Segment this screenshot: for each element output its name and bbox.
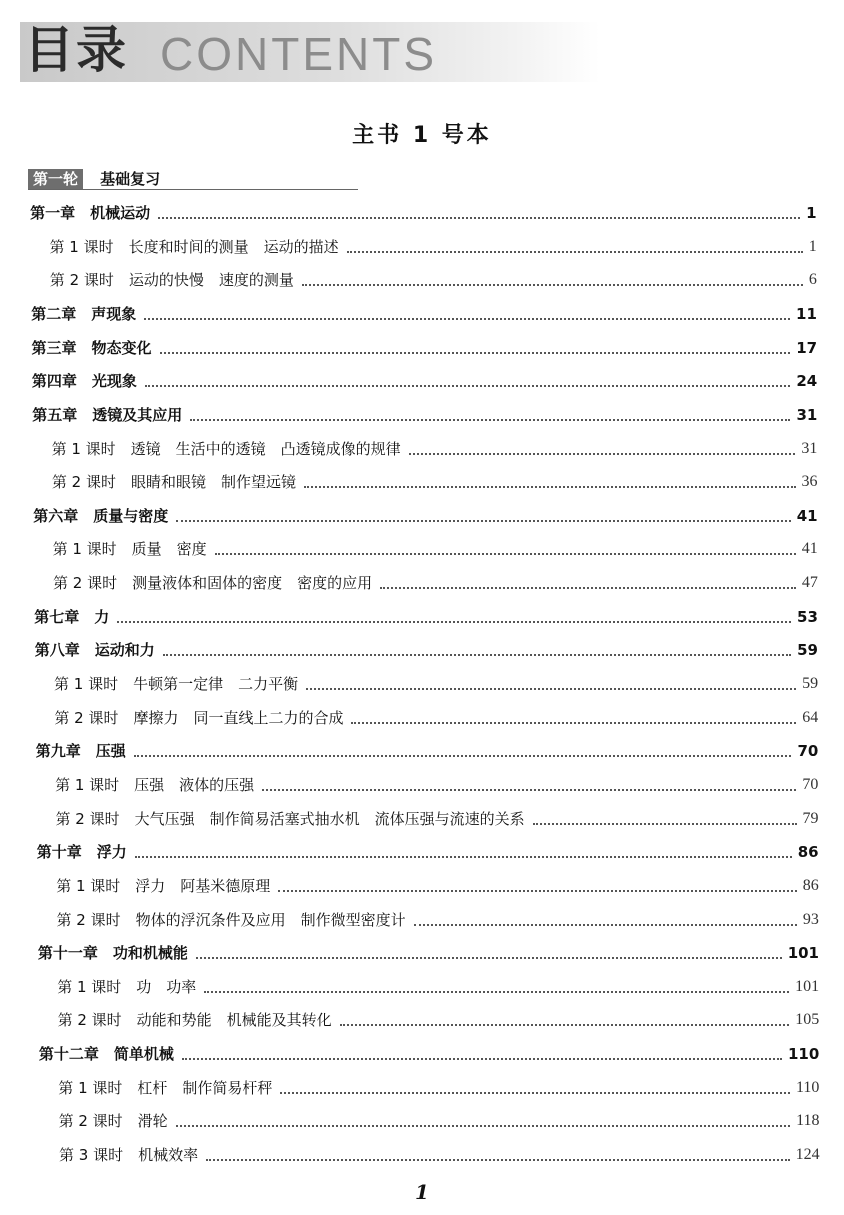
dot-leader	[144, 318, 790, 320]
toc-entry-title: 第 1 课时 浮力 阿基米德原理	[56, 876, 271, 895]
toc-chapter-row[interactable]	[33, 503, 817, 527]
toc-entry-title: 第 1 课时 杠杆 制作简易杆秤	[58, 1078, 273, 1097]
dot-leader	[163, 654, 791, 656]
toc-chapter-row[interactable]	[32, 335, 818, 359]
toc-lesson-row[interactable]	[56, 806, 819, 830]
toc-chapter-row[interactable]	[38, 940, 819, 964]
dot-leader	[145, 385, 790, 387]
toc-lesson-row[interactable]	[50, 234, 817, 258]
toc-entry-title: 第 1 课时 透镜 生活中的透镜 凸透镜成像的规律	[51, 439, 401, 458]
toc-page-number: 79	[802, 809, 819, 827]
toc-chapter-row[interactable]	[31, 301, 817, 325]
dot-leader	[176, 520, 790, 522]
dot-leader	[135, 856, 792, 858]
toc-entry-title: 第 2 课时 大气压强 制作简易活塞式抽水机 流体压强与流速的关系	[55, 809, 525, 828]
dot-leader	[533, 823, 797, 825]
toc-chapter-row[interactable]	[37, 839, 819, 863]
toc-page-number: 24	[796, 372, 818, 391]
toc-lesson-row[interactable]	[59, 1142, 820, 1166]
toc-entry-title: 第 2 课时 滑轮	[58, 1112, 168, 1131]
toc-page-number: 1	[808, 237, 817, 255]
toc-entry-title: 第五章 透镜及其应用	[32, 405, 183, 424]
toc-entry-title: 第 2 课时 动能和势能 机械能及其转化	[57, 1011, 332, 1030]
round-heading	[28, 169, 160, 191]
toc-page-number: 59	[802, 675, 819, 692]
toc-page-number: 41	[801, 540, 818, 558]
toc-chapter-row[interactable]	[32, 402, 817, 426]
dot-leader	[304, 486, 796, 488]
dot-leader	[117, 621, 791, 623]
toc-page-number: 93	[802, 910, 819, 928]
toc-page-number: 101	[787, 944, 819, 963]
toc-lesson-row[interactable]	[52, 436, 818, 460]
round-tag: 第一轮	[28, 169, 83, 190]
toc-lesson-row[interactable]	[55, 772, 818, 796]
toc-entry-title: 第 2 课时 眼睛和眼镜 制作望远镜	[51, 473, 296, 492]
dot-leader	[206, 1159, 790, 1161]
toc-entry-title: 第 1 课时 压强 液体的压强	[55, 775, 255, 794]
toc-entry-title: 第三章 物态变化	[31, 338, 152, 357]
toc-entry-title: 第 2 课时 物体的浮沉条件及应用 制作微型密度计	[56, 910, 406, 929]
dot-leader	[414, 924, 797, 926]
dot-leader	[351, 722, 796, 724]
toc-lesson-row[interactable]	[56, 873, 819, 897]
toc-chapter-row[interactable]	[30, 200, 817, 224]
toc-entry-title: 第九章 压强	[35, 742, 126, 761]
dot-leader	[215, 553, 796, 555]
book-title: 主书 1 号本	[352, 123, 492, 148]
toc-lesson-row[interactable]	[58, 1007, 820, 1031]
dot-leader	[158, 217, 800, 219]
dot-leader	[190, 419, 790, 421]
toc-entry-title: 第二章 声现象	[31, 304, 137, 323]
toc-entry-title: 第 2 课时 运动的快慢 速度的测量	[49, 271, 294, 290]
dot-leader	[262, 789, 796, 791]
toc-chapter-row[interactable]	[34, 604, 818, 628]
dot-leader	[340, 1024, 790, 1026]
toc-entry-title: 第 1 课时 质量 密度	[52, 540, 207, 559]
dot-leader	[182, 1058, 782, 1060]
dot-leader	[347, 251, 803, 253]
toc-page-number: 124	[795, 1146, 820, 1163]
toc-lesson-row[interactable]	[58, 1075, 819, 1099]
toc-entry-title: 第七章 力	[34, 607, 110, 626]
toc-page-number: 1	[806, 204, 817, 222]
toc-entry-title: 第 2 课时 摩擦力 同一直线上二力的合成	[54, 708, 344, 727]
toc-entry-title: 第十一章 功和机械能	[37, 944, 188, 963]
toc-page-number: 59	[797, 641, 818, 660]
toc-entry-title: 第八章 运动和力	[34, 641, 155, 660]
toc-chapter-row[interactable]	[36, 738, 819, 762]
toc-page-number: 86	[802, 876, 819, 894]
toc-entry-title: 第 1 课时 长度和时间的测量 运动的描述	[49, 237, 339, 256]
toc-page-number: 11	[796, 304, 817, 323]
toc-lesson-row[interactable]	[54, 671, 818, 695]
dot-leader	[280, 1092, 790, 1094]
toc-page-number: 6	[808, 271, 817, 289]
toc-lesson-row[interactable]	[53, 536, 818, 560]
toc-entry-title: 第六章 质量与密度	[33, 506, 169, 525]
toc-lesson-row[interactable]	[57, 907, 819, 931]
round-underline	[28, 189, 358, 190]
dot-leader	[380, 587, 796, 589]
page-number: 1	[415, 1180, 429, 1204]
dot-leader	[196, 957, 782, 959]
toc-entry-title: 第 1 课时 牛顿第一定律 二力平衡	[54, 675, 299, 693]
toc-page-number: 110	[788, 1045, 820, 1064]
toc-lesson-row[interactable]	[50, 267, 817, 291]
toc-lesson-row[interactable]	[52, 469, 818, 493]
header-title-cn: 目录	[24, 21, 128, 79]
toc-page-number: 53	[797, 607, 818, 626]
toc-entry-title: 第 3 课时 机械效率	[59, 1146, 199, 1164]
dot-leader	[160, 352, 791, 354]
toc-entry-title: 第十二章 简单机械	[38, 1045, 174, 1064]
dot-leader	[134, 755, 792, 757]
toc-page-number: 118	[796, 1112, 820, 1130]
toc-page-number: 101	[795, 977, 820, 995]
dot-leader	[278, 890, 796, 892]
toc-chapter-row[interactable]	[35, 637, 818, 661]
toc-chapter-row[interactable]	[39, 1041, 819, 1065]
toc-page-number: 41	[796, 506, 818, 525]
dot-leader	[302, 284, 803, 286]
dot-leader	[409, 453, 796, 455]
toc-entry-title: 第 1 课时 功 功率	[57, 977, 197, 996]
toc-page-number: 105	[795, 1011, 820, 1029]
toc-page-number: 64	[802, 708, 819, 726]
toc-entry-title: 第一章 机械运动	[30, 204, 151, 222]
toc-page-number: 17	[796, 338, 818, 357]
toc-page-number: 110	[796, 1078, 820, 1096]
toc-lesson-row[interactable]	[59, 1108, 820, 1132]
toc-entry-title: 第十章 浮力	[36, 843, 127, 862]
toc-page-number: 47	[801, 574, 818, 592]
toc-page-number: 70	[802, 775, 819, 793]
toc-entry-title: 第四章 光现象	[31, 372, 137, 391]
dot-leader	[176, 1125, 790, 1127]
dot-leader	[204, 991, 789, 993]
toc-page-number: 31	[796, 405, 818, 424]
toc-entry-title: 第 2 课时 测量液体和固体的密度 密度的应用	[53, 574, 373, 593]
toc-page-number: 31	[801, 439, 818, 457]
toc-lesson-row[interactable]	[57, 974, 819, 998]
toc-lesson-row[interactable]	[53, 570, 818, 594]
toc-page-number: 86	[797, 843, 819, 862]
toc-page-number: 36	[801, 473, 818, 491]
dot-leader	[306, 688, 796, 690]
toc-chapter-row[interactable]	[32, 368, 817, 392]
toc-page-number: 70	[797, 742, 819, 761]
toc-lesson-row[interactable]	[54, 705, 818, 729]
header-title-en: CONTENTS	[160, 28, 437, 80]
round-name: 基础复习	[100, 170, 161, 188]
